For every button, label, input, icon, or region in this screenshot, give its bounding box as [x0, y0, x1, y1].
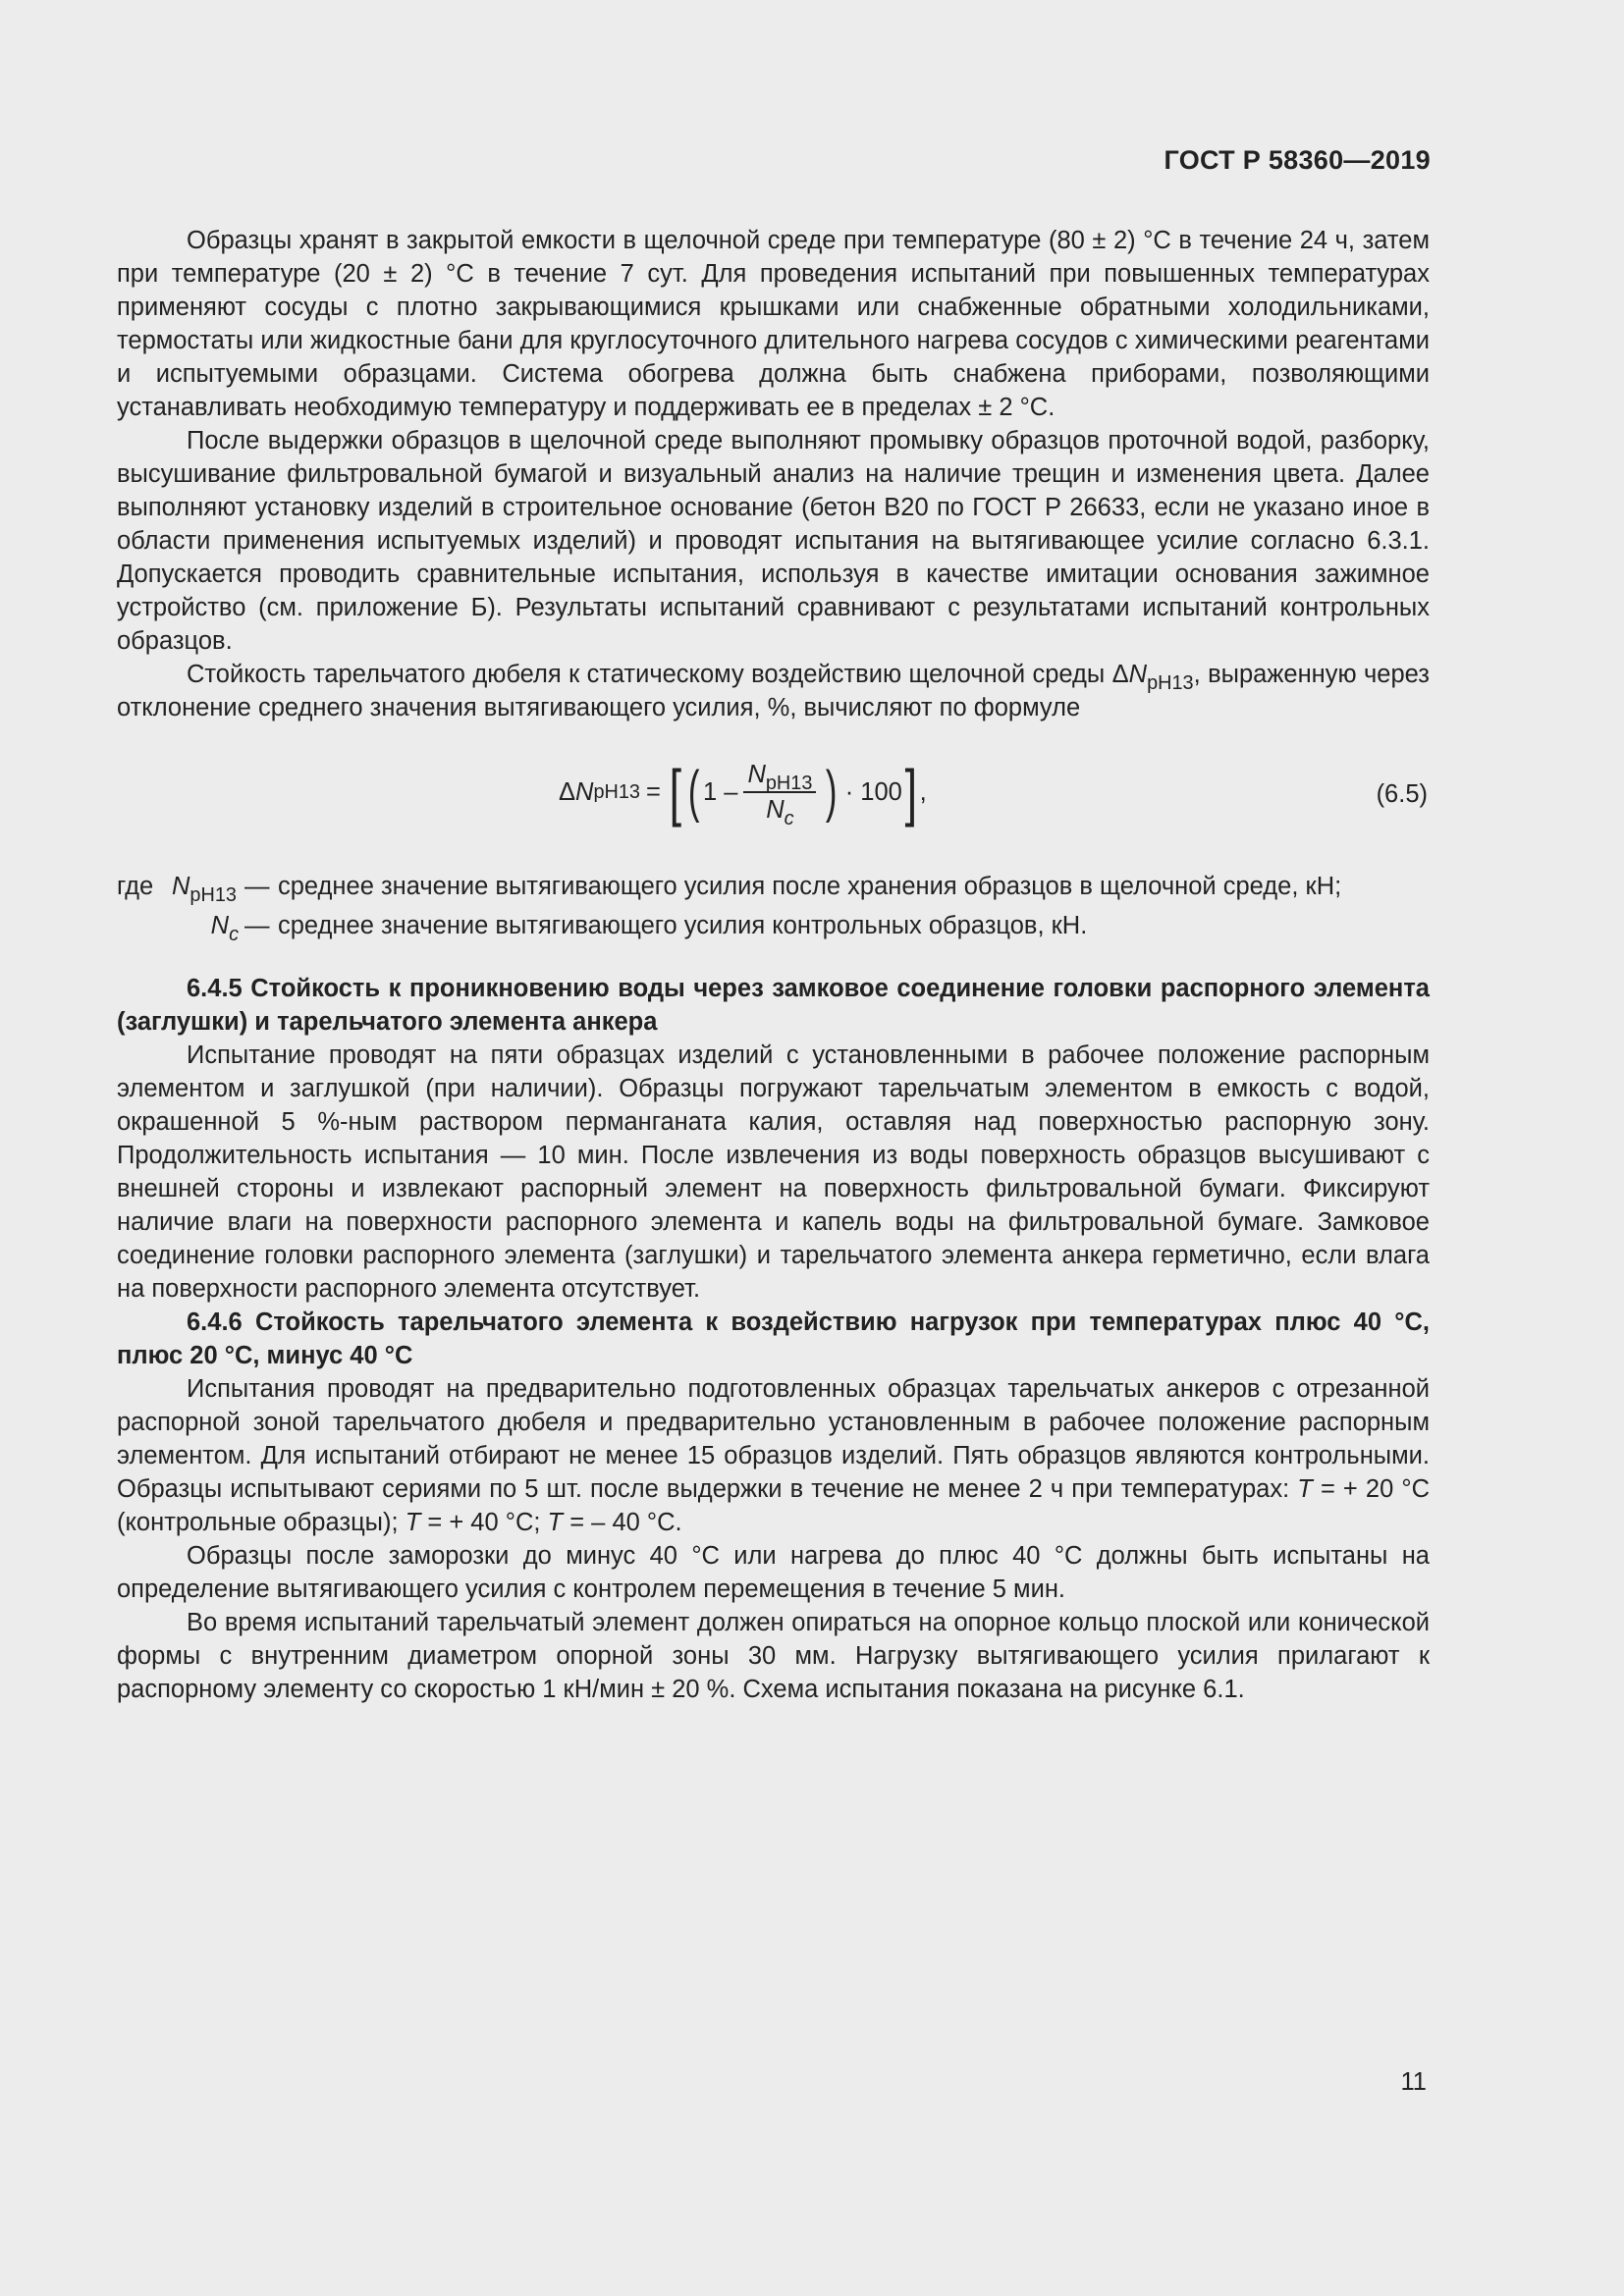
paragraph: Образцы после заморозки до минус 40 °С или нагрева до плюс 40 °С должны быть испытаны на определение вытягивающего усилия с контролем перемещения в течение 5 мин.: [117, 1542, 1430, 1603]
paragraph: Стойкость тарельчатого дюбеля к статическому воздействию щелочной среды $\Delta N_{pH13}$, выраженную через отклонение среднего значения вытягивающего усилия, %, вычисляют по формуле: [117, 661, 1430, 721]
fraction: $\frac{N_{pH13}}{N_c}$: [743, 760, 816, 825]
section-heading-6-4-6: 6.4.6 Стойкость тарельчатого элемента к воздействию нагрузок при температурах плюс 40 °С, плюс 20 °С, минус 40 °С: [117, 1308, 1430, 1369]
page-number: 11: [1400, 2068, 1427, 2096]
paragraph: Испытание проводят на пяти образцах изделий с установленными в рабочее положение распорным элементом и заглушкой (при наличии). Образцы погружают тарельчатым элементом в емкость с водой, окрашенной 5 %-ным раствором перманганата калия, оставляя над поверхностью распорную зону. Продолжительность испытания — 10 мин. После извлечения из воды поверхность образцов высушивают с внешней стороны и извлекают распорный элемент на поверхность фильтровальной бумаги. Фиксируют наличие влаги на поверхности распорного элемента и капель воды на фильтровальной бумаге. Замковое соединение головки распорного элемента (заглушки) и тарельчатого элемента анкера герметично, если влага на поверхности распорного элемента отсутствует.: [117, 1041, 1430, 1303]
document-body: [117, 224, 1430, 1706]
variable-description: среднее значение вытягивающего усилия контрольных образцов, кН.: [278, 912, 1088, 939]
left-paren: (: [687, 760, 700, 824]
variable-symbol: $N_{pH13}$: [172, 873, 237, 906]
left-bracket: [: [669, 757, 682, 828]
section-heading-6-4-5: 6.4.5 Стойкость к проникновению воды через замковое соединение головки распорного элемента (заглушки) и тарельчатого элемента анкера: [117, 975, 1430, 1036]
formula-expression: Δ N pH13 = [ ( 1 – $\frac{N_{pH13}}{N_c}$ ) · 100 ] ,: [559, 757, 927, 829]
right-paren: ): [826, 760, 838, 824]
equation-number: (6.5): [1376, 780, 1428, 808]
paragraph: После выдержки образцов в щелочной среде выполняют промывку образцов проточной водой, разборку, высушивание фильтровальной бумагой и визуальный анализ на наличие трещин и изменения цвета. Далее выполняют установку изделий в строительное основание (бетон В20 по ГОСТ Р 26633, если не указано иное в области применения испытуемых изделий) и проводят испытания на вытягивающее усилие согласно 6.3.1. Допускается проводить сравнительные испытания, используя в качестве имитации основания зажимное устройство (см. приложение Б). Результаты испытаний сравнивают с результатами испытаний контрольных образцов.: [117, 427, 1430, 655]
formula-6-5: [117, 750, 1430, 848]
paragraph: Образцы хранят в закрытой емкости в щелочной среде при температуре (80 ± 2) °С в течение 24 ч, затем при температуре (20 ± 2) °С в течение 7 сут. Для проведения испытаний при повышенных температурах применяют сосуды с плотно закрывающимися крышками или снабженные обратными холодильниками, термостаты или жидкостные бани для круглосуточного длительного нагрева сосудов с химическими реагентами и испытуемыми образцами. Система обогрева должна быть снабжена приборами, позволяющими устанавливать необходимую температуру и поддерживать ее в пределах ± 2 °С.: [117, 227, 1430, 421]
variable-symbol: $N_c$: [210, 912, 239, 945]
paragraph: Во время испытаний тарельчатый элемент должен опираться на опорное кольцо плоской или конической формы с внутренним диаметром опорной зоны 30 мм. Нагрузку вытягивающего усилия прилагают к распорному элементу со скоростью 1 кН/мин ± 20 %. Схема испытания показана на рисунке 6.1.: [117, 1609, 1430, 1703]
variable-description: среднее значение вытягивающего усилия после хранения образцов в щелочной среде, кН;: [278, 873, 1342, 900]
standard-designation: ГОСТ Р 58360—2019: [1164, 145, 1431, 175]
variable-definitions: где $N_{pH13}$ — среднее значение вытягивающего усилия после хранения образцов в щелочной среде, кН; $N_c$ — среднее значение вытягивающего усилия контрольных образцов, кН.: [117, 870, 1430, 942]
right-bracket: ]: [904, 757, 917, 828]
paragraph: Испытания проводят на предварительно подготовленных образцах тарельчатых анкеров с отрезанной распорной зоной тарельчатого дюбеля и предварительно установленным в рабочее положение распорным элементом. Для испытаний отбирают не менее 15 образцов изделий. Пять образцов являются контрольными. Образцы испытывают сериями по 5 шт. после выдержки в течение не менее 2 ч при температурах: T = + 20 °С (контрольные образцы); T = + 40 °С; T = – 40 °С.: [117, 1375, 1430, 1536]
